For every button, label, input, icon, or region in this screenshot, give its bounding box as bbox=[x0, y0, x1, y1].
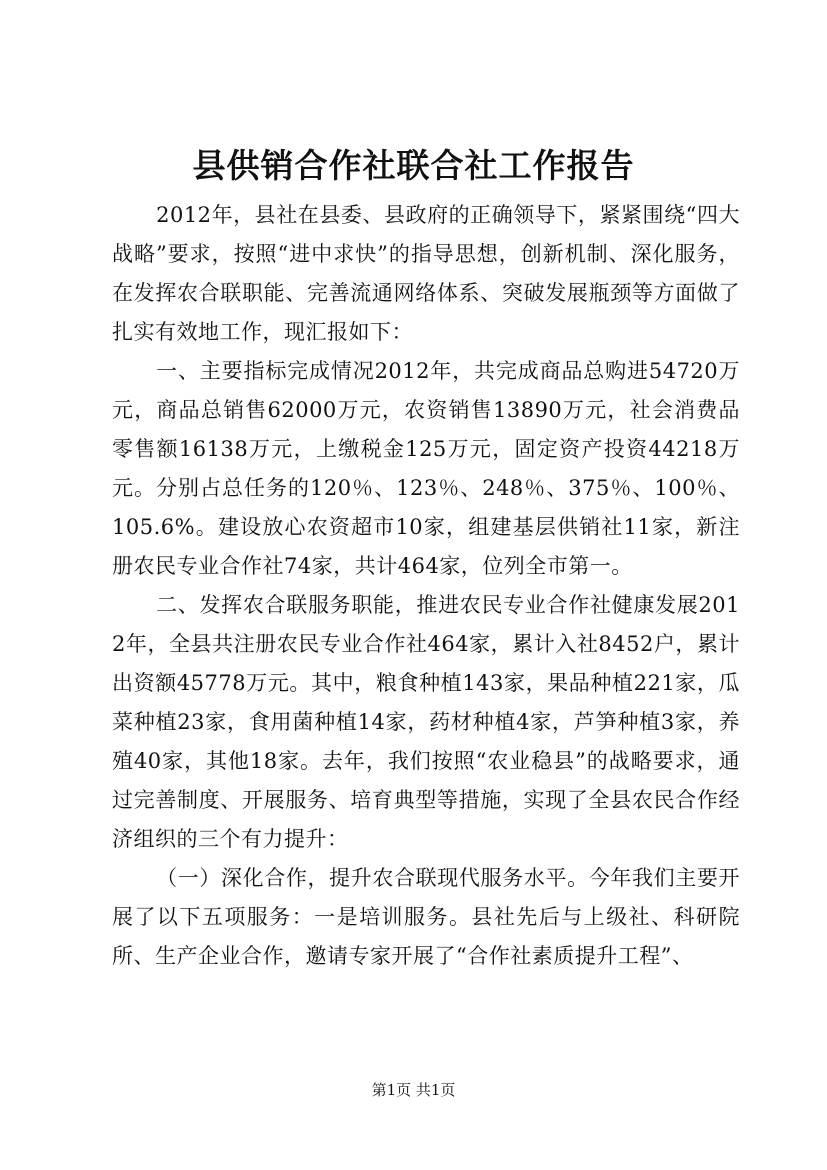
paragraph-intro: 2012年，县社在县委、县政府的正确领导下，紧紧围绕“四大战略”要求，按照“进中求快”的指导思想，创新机制、深化服务，在发挥农合联职能、完善流通网络体系、突破发展瓶颈等方面做了扎实有效地工作，现汇报如下： bbox=[112, 203, 740, 344]
paragraph-subsection-1: （一）深化合作，提升农合联现代服务水平。今年我们主要开展了以下五项服务：一是培训服务。县社先后与上级社、科研院所、生产企业合作，邀请专家开展了“合作社素质提升工程”、 bbox=[112, 866, 740, 968]
document-title: 县供销合作社联合社工作报告 bbox=[192, 146, 635, 185]
paragraph-section-1: 一、主要指标完成情况2012年，共完成商品总购进54720万元，商品总销售62000万元，农资销售13890万元，社会消费品零售额16138万元，上缴税金125万元，固定资产投资44218万元。分别占总任务的120％、123％、248％、375％、100％、105.6%。建设放心农资超市10家，组建基层供销社11家，新注册农民专业合作社74家，共计464家，位列全市第一。 bbox=[112, 359, 740, 578]
document-body bbox=[112, 196, 740, 976]
paragraph-section-2: 二、发挥农合联服务职能，推进农民专业合作社健康发展2012年，全县共注册农民专业合作社464家，累计入社8452户，累计出资额45778万元。其中，粮食种植143家，果品种植221家，瓜菜种植23家，食用菌种植14家，药材种植4家，芦笋种植3家，养殖40家，其他18家。去年，我们按照“农业稳县”的战略要求，通过完善制度、开展服务、培育典型等措施，实现了全县农民合作经济组织的三个有力提升： bbox=[112, 593, 740, 851]
page-footer: 第1页 共1页 bbox=[371, 1081, 456, 1099]
